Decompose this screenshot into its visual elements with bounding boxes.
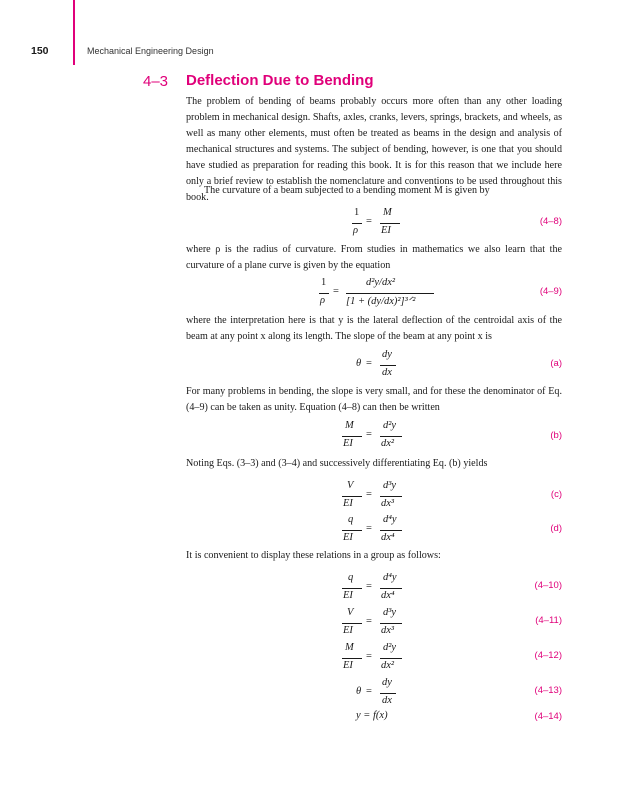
equation-number-d: (d) (550, 523, 562, 534)
running-head: Mechanical Engineering Design (87, 46, 214, 56)
paragraph-radius: where ρ is the radius of curvature. From studies in mathematics we also learn that the curvature of a plane curve is given by the equation (186, 244, 562, 271)
header-rule (73, 0, 75, 65)
section-number: 4–3 (143, 73, 169, 90)
equation-b: M EI = d²y dx² (300, 420, 450, 460)
equation-4-13: θ = dy dx (300, 677, 450, 717)
equation-number-4-10: (4–10) (534, 580, 562, 591)
paragraph-intro: The problem of bending of beams probably occurs more often than any other loading problem in mechanical design. Shafts, axles, cranks, levers, springs, brackets, and wheels, as well as many other elements, must often be treated as beams in the design and analysis of mechanical structures and systems. The subject of bending, however, is one that you should have studied as preparation for reading this book. It is for this reason that we include here only a brief review to establish the nomenclature and conventions to be used throughout this book. (186, 96, 562, 203)
paragraph-noting: Noting Eqs. (3–3) and (3–4) and successively differentiating Eq. (b) yields (186, 458, 488, 469)
equation-number-4-13: (4–13) (534, 685, 562, 696)
equation-number-a: (a) (550, 358, 562, 369)
paragraph-group: It is convenient to display these relations in a group as follows: (186, 550, 441, 561)
equation-4-12: M EI = d²y dx² (300, 642, 450, 682)
equation-4-10: q EI = d⁴y dx⁴ (300, 572, 450, 612)
equation-4-8: 1 ρ = M EI (300, 207, 450, 247)
equation-4-11: V EI = d³y dx³ (300, 607, 450, 647)
equation-number-4-9: (4–9) (539, 286, 562, 297)
equation-number-b: (b) (550, 430, 562, 441)
equation-d: q EI = d⁴y dx⁴ (300, 514, 450, 554)
equation-4-9: 1 ρ = d²y/dx² [1 + (dy/dx)²]³ᐟ² (300, 277, 500, 317)
paragraph-interpretation: where the interpretation here is that y is the lateral deflection of the centroidal axis of the beam at any point x along its length. The slope of the beam at any point x is (186, 315, 562, 342)
equation-a: θ = dy dx (300, 349, 450, 389)
equation-c: V EI = d³y dx³ (300, 480, 450, 520)
equation-number-4-12: (4–12) (534, 650, 562, 661)
equation-number-4-8: (4–8) (539, 216, 562, 227)
equation-number-4-11: (4–11) (535, 615, 562, 626)
equation-number-4-14: (4–14) (534, 711, 562, 722)
paragraph-curvature: The curvature of a beam subjected to a bending moment M is given by (204, 185, 490, 196)
page-number: 150 (31, 45, 49, 57)
section-title: Deflection Due to Bending (186, 72, 374, 89)
equation-number-c: (c) (550, 489, 562, 500)
equation-4-14: y = f(x) (356, 710, 388, 721)
paragraph-small-slope: For many problems in bending, the slope is very small, and for these the denominator of Eq. (4–9) can be taken as unity. Equation (4–8) can then be written (186, 386, 562, 413)
